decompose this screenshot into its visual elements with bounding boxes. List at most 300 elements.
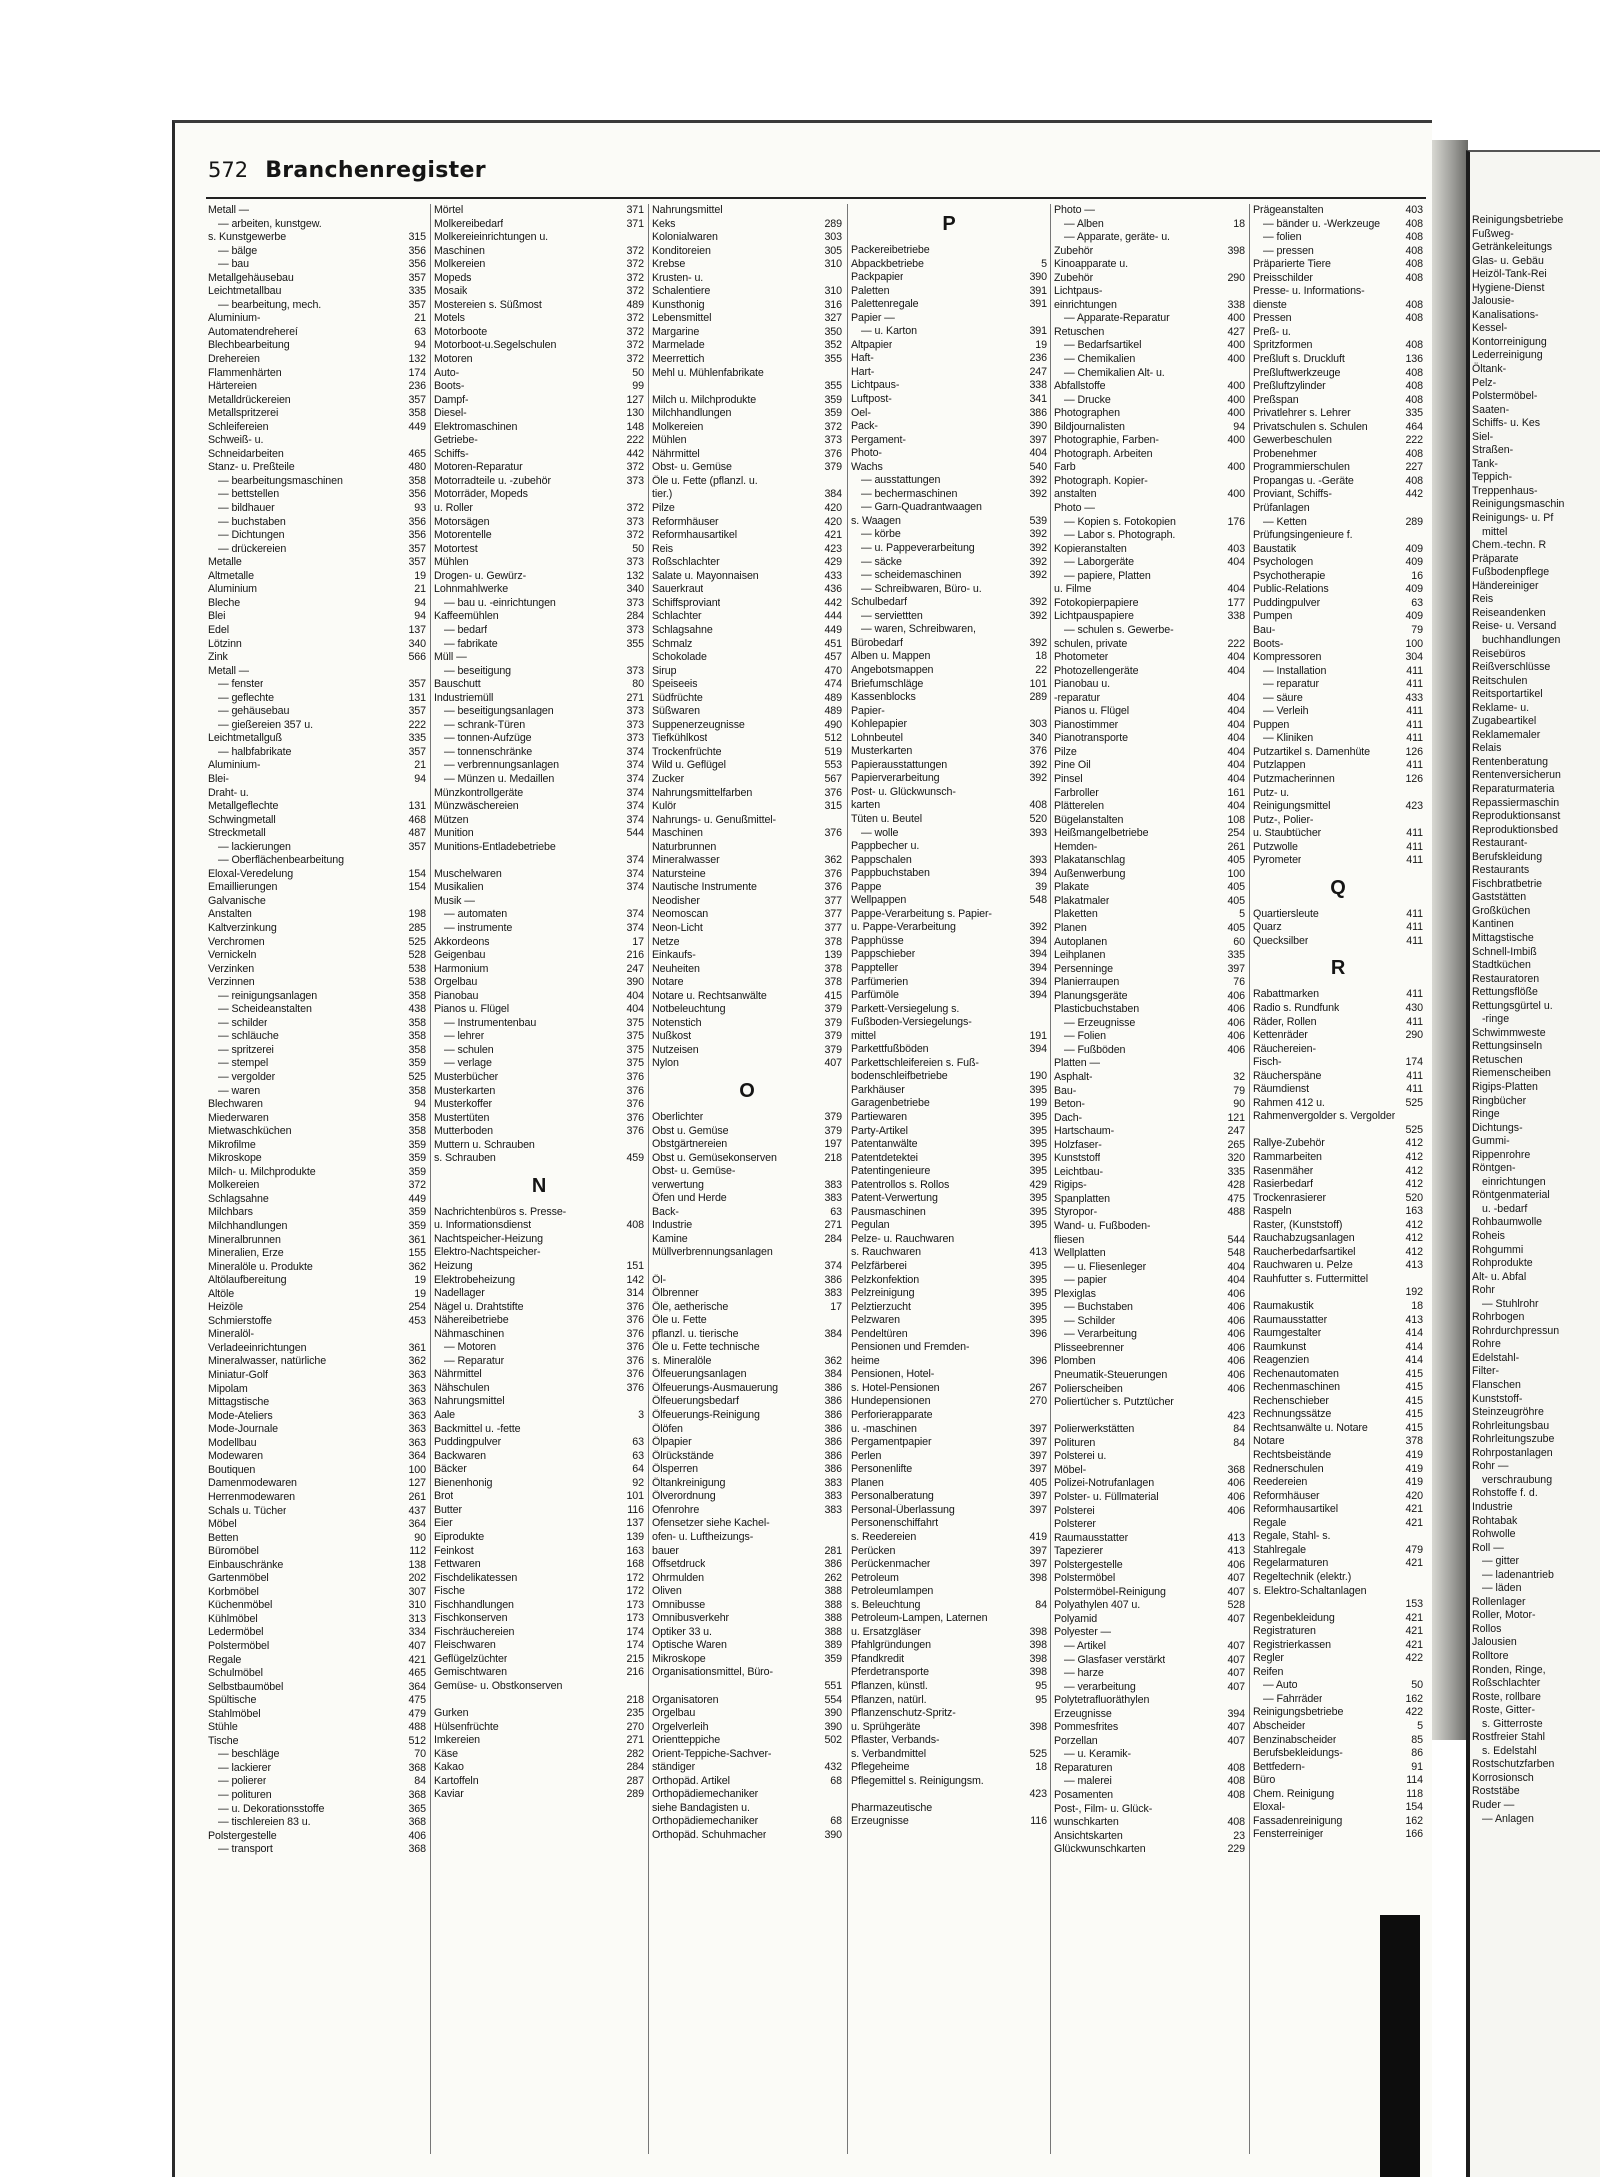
entry-term: Photograph. Arbeiten — [1054, 447, 1153, 460]
entry-page-ref: 359 — [824, 393, 842, 406]
index-entry — [1253, 1788, 1423, 1802]
entry-term: Stanz- u. Preßteile — [208, 461, 295, 474]
index-entry — [1253, 1463, 1423, 1477]
index-entry — [208, 1071, 426, 1085]
entry-page-ref: 127 — [626, 393, 644, 406]
entry-term: Quecksilber — [1253, 934, 1309, 947]
index-entry — [851, 799, 1047, 813]
entry-page-ref: 419 — [1405, 1462, 1423, 1475]
entry-page-ref: 161 — [1227, 786, 1245, 799]
entry-term: Bügelanstalten — [1054, 813, 1124, 826]
index-entry — [652, 1287, 842, 1301]
facing-page-entry: Getränkeleitungs — [1472, 241, 1553, 254]
index-entry — [434, 1517, 644, 1531]
entry-term: s. Mineralöle — [652, 1354, 712, 1367]
entry-page-ref — [1044, 1057, 1047, 1071]
entry-page-ref: 155 — [408, 1247, 426, 1260]
entry-term: Blechwaren — [208, 1098, 263, 1111]
index-entry — [1253, 1002, 1423, 1016]
index-entry — [1253, 1585, 1423, 1599]
entry-page-ref: 378 — [1405, 1435, 1423, 1448]
index-entry — [1054, 1410, 1245, 1424]
index-entry — [851, 583, 1047, 597]
facing-page-entry: -ringe — [1482, 1013, 1510, 1026]
index-entry — [652, 1788, 842, 1802]
entry-term: Fischkonserven — [434, 1612, 508, 1625]
entry-term: Tische — [208, 1734, 239, 1747]
entry-term: Nägel u. Drahtstifte — [434, 1300, 524, 1313]
entry-page-ref: 406 — [1227, 1043, 1245, 1056]
index-entry — [208, 1057, 426, 1071]
index-entry — [1054, 868, 1245, 882]
entry-page-ref — [1044, 1517, 1047, 1531]
entry-page-ref: 17 — [830, 1300, 842, 1313]
entry-page-ref: 357 — [408, 678, 426, 691]
entry-term: Boutiquen — [208, 1463, 256, 1476]
entry-page-ref: 392 — [1029, 758, 1047, 771]
entry-page-ref: 429 — [1029, 1178, 1047, 1191]
index-entry — [208, 258, 426, 272]
entry-term: s. Reedereien — [851, 1530, 917, 1543]
entry-term: Kaffeemühlen — [434, 610, 499, 623]
index-entry — [434, 1477, 644, 1491]
facing-page-entry: Steinzeugröhre — [1472, 1406, 1544, 1419]
entry-term: Glückwunschkarten — [1054, 1843, 1146, 1856]
index-entry — [851, 1477, 1047, 1491]
entry-page-ref: 372 — [408, 1179, 426, 1192]
index-entry — [652, 1639, 842, 1653]
entry-term: fliesen — [1054, 1233, 1085, 1246]
index-entry — [434, 908, 644, 922]
index-entry — [1054, 1315, 1245, 1329]
index-entry — [652, 976, 842, 990]
index-entry — [434, 800, 644, 814]
index-entry — [434, 1314, 644, 1328]
entry-term: Modellbau — [208, 1436, 257, 1449]
entry-page-ref — [1044, 312, 1047, 326]
entry-page-ref: 413 — [1227, 1531, 1245, 1544]
index-entry — [652, 1355, 842, 1369]
entry-page-ref: 270 — [626, 1720, 644, 1733]
entry-page-ref: 70 — [414, 1748, 426, 1761]
index-entry — [851, 1368, 1047, 1382]
entry-page-ref: 400 — [1227, 380, 1245, 393]
column-rule — [847, 204, 848, 2154]
index-entry — [208, 448, 426, 462]
facing-page-entry: Glas- u. Gebäu — [1472, 254, 1544, 267]
entry-term: — Garn-Quadrantwaagen — [861, 501, 982, 514]
entry-term: Butter — [434, 1503, 462, 1516]
index-entry — [652, 1490, 842, 1504]
entry-page-ref: 378 — [824, 962, 842, 975]
index-entry — [1054, 1464, 1245, 1478]
entry-page-ref: 289 — [626, 1788, 644, 1801]
entry-term: Anstalten — [208, 908, 252, 921]
entry-term: anstalten — [1054, 488, 1097, 501]
entry-term: Motorentelle — [434, 529, 492, 542]
entry-term: Kakao — [434, 1761, 464, 1774]
entry-page-ref: 406 — [1227, 1314, 1245, 1327]
entry-term: — Buchstaben — [1064, 1301, 1133, 1314]
entry-term: heime — [851, 1354, 880, 1367]
index-entry — [1054, 963, 1245, 977]
index-entry — [652, 1829, 842, 1843]
index-entry — [1054, 1396, 1245, 1410]
index-entry — [652, 1382, 842, 1396]
entry-page-ref — [1044, 705, 1047, 719]
index-entry — [208, 1572, 426, 1586]
index-entry — [1253, 610, 1423, 624]
entry-term: Milch u. Milchprodukte — [652, 393, 757, 406]
entry-page-ref — [1242, 1396, 1245, 1410]
entry-term: Öl- — [652, 1273, 666, 1286]
entry-page-ref: 290 — [1227, 271, 1245, 284]
entry-term: Rechenschieber — [1253, 1394, 1329, 1407]
entry-page-ref: 392 — [1029, 474, 1047, 487]
entry-term: Heizung — [434, 1260, 473, 1273]
index-entry — [1253, 1327, 1423, 1341]
facing-page-entry: Roststäbe — [1472, 1785, 1520, 1798]
index-entry — [1253, 787, 1423, 801]
index-entry — [851, 1585, 1047, 1599]
entry-term: Leihplanen — [1054, 949, 1106, 962]
entry-term: Konditoreien — [652, 244, 711, 257]
entry-page-ref: 121 — [1227, 1111, 1245, 1124]
entry-term: — verbrennungsanlagen — [444, 759, 559, 772]
index-entry — [1054, 936, 1245, 950]
index-entry — [1054, 529, 1245, 543]
entry-term: Salate u. Mayonnaisen — [652, 569, 759, 582]
entry-term: Pegulan — [851, 1219, 890, 1232]
entry-page-ref: 247 — [1227, 1125, 1245, 1138]
index-entry — [1054, 638, 1245, 652]
entry-page-ref — [641, 1680, 644, 1694]
index-entry — [1054, 1640, 1245, 1654]
entry-term: Poliertücher s. Putztücher — [1054, 1396, 1174, 1409]
entry-page-ref: 487 — [408, 827, 426, 840]
entry-page-ref: 372 — [626, 312, 644, 325]
entry-page-ref: 567 — [824, 772, 842, 785]
index-entry — [208, 787, 426, 801]
entry-term: Ölpapier — [652, 1436, 692, 1449]
entry-term: u. Pappe-Verarbeitung — [851, 921, 956, 934]
entry-page-ref: 413 — [1405, 1259, 1423, 1272]
entry-page-ref: 411 — [1406, 1083, 1423, 1096]
index-entry — [851, 1395, 1047, 1409]
index-entry — [652, 610, 842, 624]
entry-term: Orthopädiemechaniker — [652, 1788, 759, 1801]
entry-page-ref — [423, 218, 426, 232]
entry-term: Ohrmulden — [652, 1571, 704, 1584]
entry-term: Mopeds — [434, 271, 472, 284]
entry-page-ref: 3 — [638, 1409, 644, 1422]
entry-term: Draht- u. — [208, 786, 249, 799]
entry-term: Pappbuchstaben — [851, 867, 930, 880]
index-entry — [208, 814, 426, 828]
index-entry — [652, 367, 842, 381]
entry-term: Nähschulen — [434, 1381, 490, 1394]
entry-term: — Schreibwaren, Büro- u. — [861, 582, 982, 595]
index-entry — [652, 380, 842, 394]
entry-term: Rasenmäher — [1253, 1164, 1314, 1177]
entry-term: Mikroskope — [208, 1152, 262, 1165]
facing-page-entry: Rentenversicherun — [1472, 769, 1561, 782]
entry-page-ref: 397 — [1029, 1558, 1047, 1571]
entry-page-ref: 395 — [1029, 1111, 1047, 1123]
entry-page-ref: 390 — [1029, 271, 1047, 284]
index-entry — [1054, 1477, 1245, 1491]
entry-page-ref — [641, 1139, 644, 1153]
entry-term: Schulmöbel — [208, 1667, 263, 1680]
index-entry — [1054, 1572, 1245, 1586]
entry-page-ref: 404 — [1227, 772, 1245, 785]
index-entry — [652, 1165, 842, 1179]
entry-term: Fischdelikatessen — [434, 1571, 518, 1584]
entry-page-ref: 108 — [1227, 813, 1245, 826]
entry-term: Nähereibetriebe — [434, 1314, 509, 1327]
entry-page-ref: 395 — [1029, 1219, 1047, 1232]
entry-term: — bänder u. -Werkzeuge — [1263, 217, 1381, 230]
index-entry — [851, 1653, 1047, 1667]
index-entry — [1253, 326, 1423, 340]
entry-term: Keks — [652, 217, 676, 230]
entry-page-ref: 335 — [408, 732, 426, 745]
entry-page-ref — [1420, 1666, 1423, 1680]
entry-page-ref: 421 — [1405, 1638, 1423, 1651]
index-entry — [208, 1193, 426, 1207]
facing-page-entry: Reisebüros — [1472, 647, 1526, 660]
index-entry — [434, 204, 644, 218]
entry-page-ref: 395 — [1029, 1165, 1047, 1178]
entry-page-ref: 465 — [408, 1667, 426, 1680]
entry-term: Mustertüten — [434, 1111, 490, 1124]
index-entry — [1253, 461, 1423, 475]
entry-term: Auto- — [434, 366, 460, 379]
entry-page-ref: 379 — [824, 1124, 842, 1137]
entry-page-ref: 400 — [1227, 312, 1245, 325]
entry-term: Rigips- — [1054, 1179, 1087, 1192]
entry-page-ref: 364 — [408, 1450, 426, 1463]
entry-page-ref: 390 — [626, 976, 644, 989]
entry-term: Plakatanschlag — [1054, 854, 1126, 867]
index-entry — [1253, 1801, 1423, 1815]
index-entry — [1253, 692, 1423, 706]
entry-page-ref: 393 — [1029, 853, 1047, 866]
entry-page-ref: 32 — [1233, 1071, 1245, 1083]
entry-term: Getriebe- — [434, 434, 478, 447]
entry-page-ref: 411 — [1406, 718, 1423, 731]
index-entry — [652, 1680, 842, 1694]
entry-term: Polituren — [1054, 1436, 1096, 1449]
index-entry — [1253, 638, 1423, 652]
entry-page-ref: 18 — [1233, 217, 1245, 230]
index-entry — [208, 665, 426, 679]
entry-term: Motorsägen — [434, 515, 490, 528]
index-entry — [1253, 1178, 1423, 1192]
index-entry — [1054, 394, 1245, 408]
entry-page-ref: 400 — [1227, 461, 1245, 474]
index-entry — [652, 1450, 842, 1464]
index-entry — [1054, 516, 1245, 530]
entry-page-ref — [839, 204, 842, 218]
entry-page-ref — [641, 651, 644, 665]
entry-term: — transport — [218, 1843, 273, 1856]
entry-term: Wachs — [851, 460, 883, 473]
entry-term: Fassadenreinigung — [1253, 1814, 1343, 1827]
entry-page-ref: 421 — [1405, 1625, 1423, 1638]
section-letter — [652, 1071, 842, 1111]
facing-page-entry: Roßschlachter — [1472, 1677, 1541, 1690]
index-entry — [652, 1206, 842, 1220]
entry-term: Büro — [1253, 1774, 1276, 1787]
entry-term: Petroleumlampen — [851, 1585, 934, 1598]
entry-term: — lackierungen — [218, 840, 291, 853]
index-entry — [1253, 597, 1423, 611]
index-entry — [1054, 800, 1245, 814]
index-entry — [434, 1531, 644, 1545]
index-entry — [652, 1666, 842, 1680]
index-entry — [652, 1612, 842, 1626]
entry-page-ref: 411 — [1406, 664, 1423, 677]
facing-page-entry: — Anlagen — [1482, 1812, 1534, 1825]
entry-term: Regelarmaturen — [1253, 1557, 1329, 1570]
index-entry — [434, 868, 644, 882]
entry-term: Räder, Rollen — [1253, 1015, 1317, 1028]
index-entry — [851, 1504, 1047, 1518]
entry-page-ref: 413 — [1029, 1246, 1047, 1259]
index-entry — [851, 1694, 1047, 1708]
entry-term: — stempel — [218, 1057, 269, 1070]
entry-term: Küchenmöbel — [208, 1599, 273, 1612]
entry-term: Mineralöl- — [208, 1328, 254, 1341]
facing-page-entry: Tank- — [1472, 457, 1498, 470]
entry-page-ref: 409 — [1405, 610, 1423, 623]
index-entry — [208, 1748, 426, 1762]
index-entry — [1253, 827, 1423, 841]
index-entry — [434, 1328, 644, 1342]
index-entry — [851, 488, 1047, 502]
entry-page-ref: 335 — [408, 285, 426, 298]
index-entry — [851, 867, 1047, 881]
entry-page-ref: 423 — [1405, 800, 1423, 813]
entry-term: — u. Karton — [861, 325, 917, 338]
entry-page-ref: 390 — [1029, 420, 1047, 433]
entry-term: — waren — [218, 1084, 261, 1097]
facing-page-entry: Kunststoff- — [1472, 1392, 1523, 1405]
entry-page-ref: 395 — [1029, 1083, 1047, 1096]
index-entry — [208, 976, 426, 990]
entry-page-ref: 488 — [1227, 1206, 1245, 1219]
entry-term: Nährmittel — [434, 1368, 482, 1381]
index-entry — [652, 556, 842, 570]
entry-term: — pressen — [1263, 244, 1314, 257]
index-entry — [1253, 312, 1423, 326]
section-letter-text: O — [739, 1080, 755, 1102]
index-entry — [1054, 746, 1245, 760]
index-entry — [208, 421, 426, 435]
entry-term: Krusten- u. — [652, 271, 704, 284]
entry-term: Rechenautomaten — [1253, 1367, 1339, 1380]
index-entry — [1054, 773, 1245, 787]
entry-page-ref: 363 — [408, 1409, 426, 1422]
index-entry — [208, 1044, 426, 1058]
index-entry — [851, 474, 1047, 488]
entry-term: Fleischwaren — [434, 1639, 496, 1652]
entry-page-ref: 411 — [1406, 907, 1423, 920]
entry-term: Orthopädiemechaniker — [652, 1815, 759, 1828]
index-entry — [1054, 990, 1245, 1004]
facing-page-entry: Rettungsinseln — [1472, 1040, 1543, 1053]
entry-term: — automaten — [444, 908, 508, 921]
entry-page-ref: 468 — [408, 813, 426, 826]
index-entry — [434, 475, 644, 489]
entry-page-ref: 18 — [1035, 650, 1047, 663]
index-entry — [652, 312, 842, 326]
entry-page-ref: 271 — [626, 691, 644, 704]
entry-term: — Verarbeitung — [1064, 1328, 1137, 1341]
entry-page-ref: 355 — [824, 353, 842, 366]
entry-page-ref — [1044, 1612, 1047, 1626]
index-entry — [208, 1532, 426, 1546]
index-entry — [434, 1761, 644, 1775]
index-entry — [1054, 1274, 1245, 1288]
entry-term: Eier — [434, 1517, 453, 1530]
column-rule — [1050, 204, 1051, 2154]
entry-page-ref: 388 — [824, 1625, 842, 1638]
facing-page-entry: Rohrleitungsbau — [1472, 1419, 1550, 1432]
index-entry — [851, 461, 1047, 475]
entry-page-ref: 412 — [1405, 1232, 1423, 1245]
index-entry — [1054, 1342, 1245, 1356]
entry-page-ref: 154 — [408, 881, 426, 894]
entry-term: Mineralöle u. Produkte — [208, 1260, 313, 1273]
entry-term: — körbe — [861, 528, 901, 541]
entry-page-ref: 218 — [626, 1693, 644, 1706]
entry-page-ref: 174 — [1405, 1056, 1423, 1069]
entry-term: Preßluft s. Druckluft — [1253, 353, 1345, 366]
index-entry — [208, 692, 426, 706]
index-entry — [434, 881, 644, 895]
entry-page-ref — [1044, 1585, 1047, 1599]
entry-term: Abfallstoffe — [1054, 380, 1106, 393]
index-entry — [208, 1179, 426, 1193]
index-entry — [434, 827, 644, 841]
entry-term: dienste — [1253, 298, 1287, 311]
index-entry — [208, 1112, 426, 1126]
entry-term: Eloxal- — [1253, 1801, 1285, 1814]
index-entry — [1054, 488, 1245, 502]
index-entry — [652, 827, 842, 841]
entry-page-ref: 316 — [824, 298, 842, 311]
entry-term: Personenschiffahrt — [851, 1517, 939, 1530]
entry-page-ref: 374 — [626, 759, 644, 772]
entry-term: — spritzerei — [218, 1043, 274, 1056]
facing-page-entry: Rohre — [1472, 1338, 1501, 1351]
entry-page-ref: 21 — [414, 759, 426, 772]
index-entry — [1054, 1193, 1245, 1207]
entry-term: Radio s. Rundfunk — [1253, 1001, 1340, 1014]
index-entry — [1054, 1762, 1245, 1776]
entry-term: Krebse — [652, 258, 686, 271]
index-entry — [1253, 1259, 1423, 1273]
index-entry — [652, 936, 842, 950]
entry-term: Orthopäd. Artikel — [652, 1774, 730, 1787]
index-entry — [652, 299, 842, 313]
entry-page-ref: 393 — [1029, 826, 1047, 839]
entry-page-ref: 374 — [626, 854, 644, 867]
entry-term: ofen- u. Luftheizungs- — [652, 1530, 754, 1543]
index-entry — [1253, 935, 1423, 949]
